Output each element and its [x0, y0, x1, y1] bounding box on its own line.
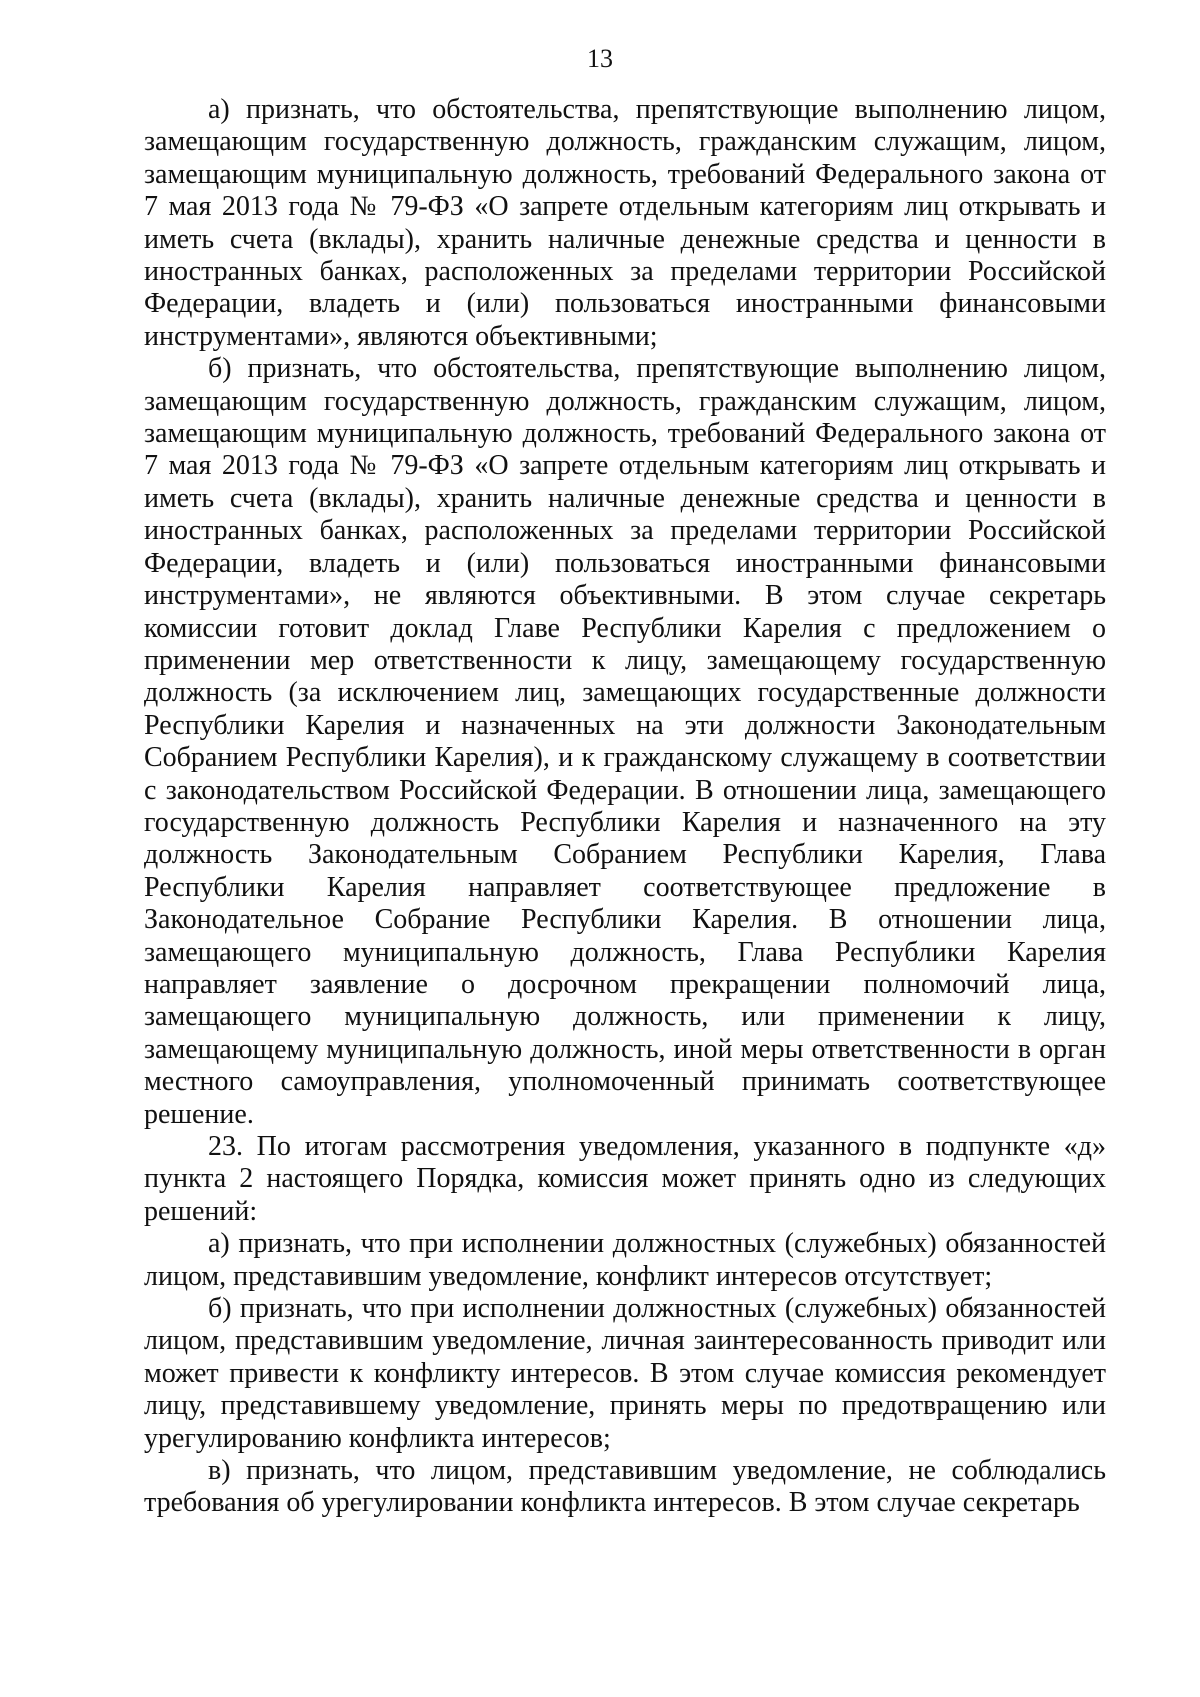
paragraph-23-decisions: 23. По итогам рассмотрения уведомления, указанного в подпункте «д» пункта 2 настоящего Порядка, комиссия может принять одно из следующих решений:	[144, 1131, 1106, 1227]
paragraph-23c-requirements-violated: в) признать, что лицом, представившим уведомление, не соблюдались требования об урегулировании конфликта интересов. В этом случае секретарь	[144, 1455, 1106, 1519]
paragraph-a-objective: а) признать, что обстоятельства, препятствующие выполнению лицом, замещающим государственную должность, гражданским служащим, лицом, замещающим муниципальную должность, требований Федерального закона от 7 мая 2013 года № 79-ФЗ «О запрете отдельным категориям лиц открывать и иметь счета (вклады), хранить наличные денежные средства и ценности в иностранных банках, расположенных за пределами территории Российской Федерации, владеть и (или) пользоваться иностранными финансовыми инструментами», являются объективными;	[144, 94, 1106, 352]
paragraph-23b-conflict-possible: б) признать, что при исполнении должностных (служебных) обязанностей лицом, представившим уведомление, личная заинтересованность приводит или может привести к конфликту интересов. В этом случае комиссия рекомендует лицу, представившему уведомление, принять меры по предотвращению или урегулированию конфликта интересов;	[144, 1293, 1106, 1454]
document-body	[144, 94, 1106, 1520]
paragraph-b-not-objective: б) признать, что обстоятельства, препятствующие выполнению лицом, замещающим государственную должность, гражданским служащим, лицом, замещающим муниципальную должность, требований Федерального закона от 7 мая 2013 года № 79-ФЗ «О запрете отдельным категориям лиц открывать и иметь счета (вклады), хранить наличные денежные средства и ценности в иностранных банках, расположенных за пределами территории Российской Федерации, владеть и (или) пользоваться иностранными финансовыми инструментами», не являются объективными. В этом случае секретарь комиссии готовит доклад Главе Республики Карелия с предложением о применении мер ответственности к лицу, замещающему государственную должность (за исключением лиц, замещающих государственные должности Республики Карелия и назначенных на эти должности Законодательным Собранием Республики Карелия), и к гражданскому служащему в соответствии с законодательством Российской Федерации. В отношении лица, замещающего государственную должность Республики Карелия и назначенного на эту должность Законодательным Собранием Республики Карелия, Глава Республики Карелия направляет соответствующее предложение в Законодательное Собрание Республики Карелия. В отношении лица, замещающего муниципальную должность, Глава Республики Карелия направляет заявление о досрочном прекращении полномочий лица, замещающего муниципальную должность, или применении к лицу, замещающему муниципальную должность, иной меры ответственности в орган местного самоуправления, уполномоченный принимать соответствующее решение.	[144, 353, 1106, 1130]
page-number: 13	[587, 44, 613, 73]
paragraph-23a-no-conflict: а) признать, что при исполнении должностных (служебных) обязанностей лицом, представившим уведомление, конфликт интересов отсутствует;	[144, 1228, 1106, 1292]
